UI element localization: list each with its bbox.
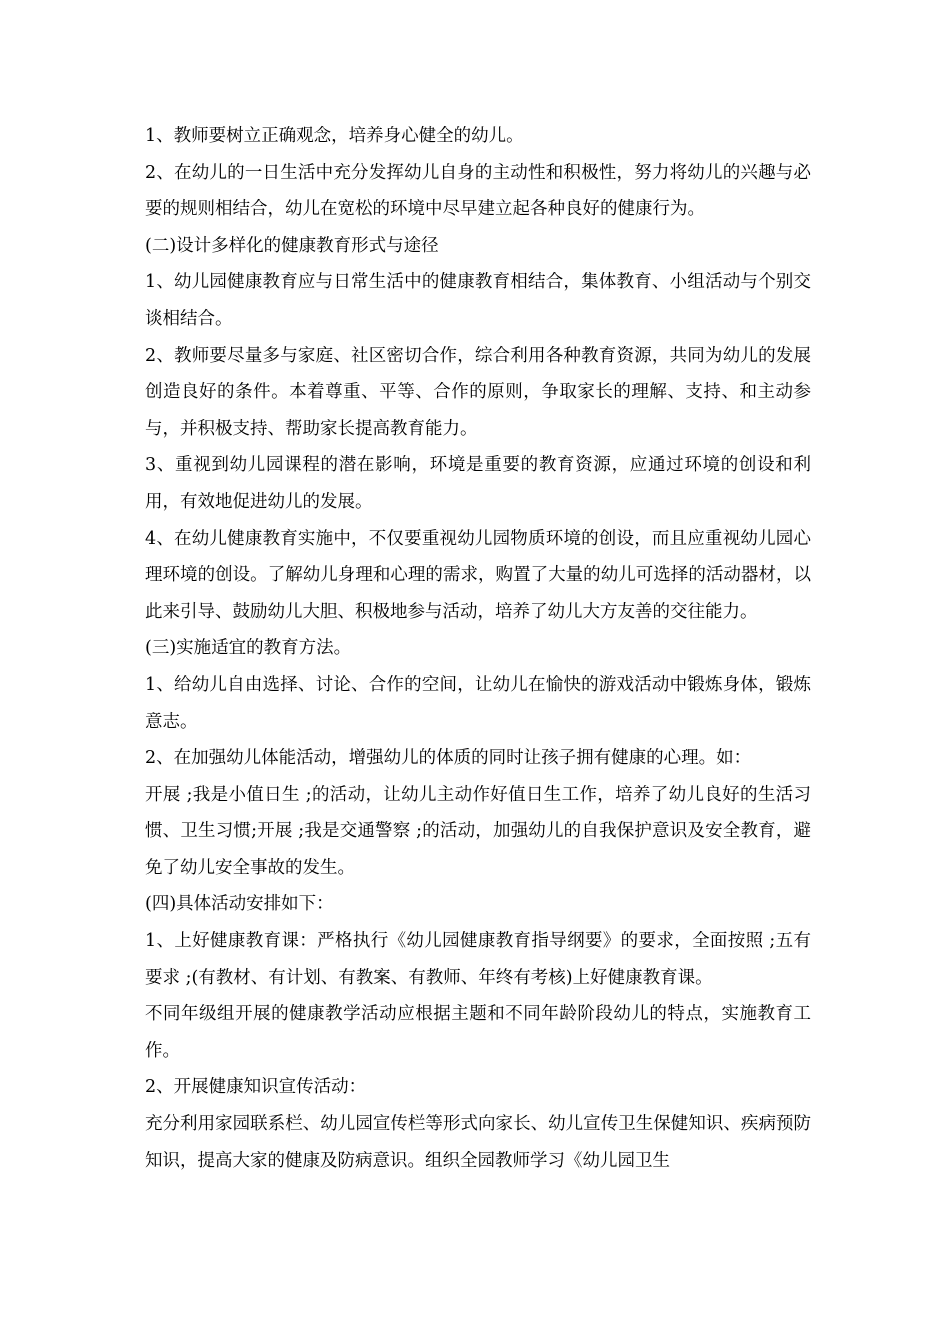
paragraph: 充分利用家园联系栏、幼儿园宣传栏等形式向家长、幼儿宣传卫生保健知识、疾病预防知识，提高大家的健康及防病意识。组织全园教师学习《幼儿园卫生 [145,1114,811,1171]
paragraph: 2、开展健康知识宣传活动： [145,1077,367,1098]
document-body [145,118,811,1179]
section-heading: (三)实施适宜的教育方法。 [145,638,352,659]
paragraph: 不同年级组开展的健康教学活动应根据主题和不同年龄阶段幼儿的特点，实施教育工作。 [145,1004,811,1061]
section-heading: (四)具体活动安排如下： [145,894,334,915]
paragraph: 1、上好健康教育课：严格执行《幼儿园健康教育指导纲要》的要求，全面按照 ;五有要求 ;(有教材、有计划、有教案、有教师、年终有考核)上好健康教育课。 [145,931,811,988]
paragraph: 2、在加强幼儿体能活动，增强幼儿的体质的同时让孩子拥有健康的心理。如： [145,748,752,769]
paragraph: 1、给幼儿自由选择、讨论、合作的空间，让幼儿在愉快的游戏活动中锻炼身体，锻炼意志。 [145,674,811,732]
section-heading: (二)设计多样化的健康教育形式与途径 [145,235,439,256]
paragraph: 1、教师要树立正确观念，培养身心健全的幼儿。 [145,126,524,146]
paragraph: 3、重视到幼儿园课程的潜在影响，环境是重要的教育资源，应通过环境的创设和利用，有效地促进幼儿的发展。 [145,455,811,512]
paragraph: 开展 ;我是小值日生 ;的活动，让幼儿主动作好值日生工作，培养了幼儿良好的生活习惯、卫生习惯;开展 ;我是交通警察 ;的活动，加强幼儿的自我保护意识及安全教育，避免了幼儿安全事故的发生。 [145,784,811,878]
paragraph: 1、幼儿园健康教育应与日常生活中的健康教育相结合，集体教育、小组活动与个别交谈相结合。 [145,272,811,329]
paragraph: 4、在幼儿健康教育实施中，不仅要重视幼儿园物质环境的创设，而且应重视幼儿园心理环境的创设。了解幼儿身理和心理的需求，购置了大量的幼儿可选择的活动器材，以此来引导、鼓励幼儿大胆、积极地参与活动，培养了幼儿大方友善的交往能力。 [145,528,811,622]
paragraph: 2、教师要尽量多与家庭、社区密切合作，综合利用各种教育资源，共同为幼儿的发展创造良好的条件。本着尊重、平等、合作的原则，争取家长的理解、支持、和主动参与，并积极支持、帮助家长提高教育能力。 [145,345,811,439]
paragraph: 2、在幼儿的一日生活中充分发挥幼儿自身的主动性和积极性，努力将幼儿的兴趣与必要的规则相结合，幼儿在宽松的环境中尽早建立起各种良好的健康行为。 [145,162,811,220]
